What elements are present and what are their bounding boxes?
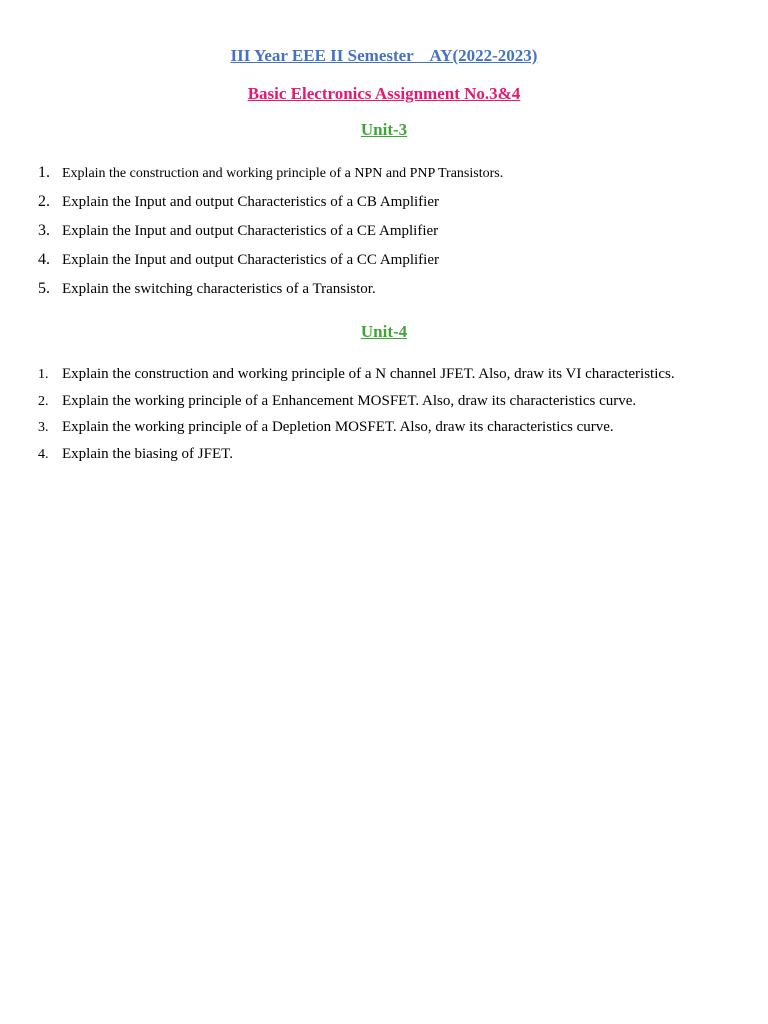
question-number: 5. [38,280,50,297]
question-text: Explain the construction and working principle of a NPN and PNP Transistors. [62,166,504,181]
list-item [38,446,233,463]
question-number: 4. [38,251,50,268]
assignment-title: Basic Electronics Assignment No.3&4 [247,84,521,103]
question-text: Explain the Input and output Characteristics of a CC Amplifier [62,252,439,268]
question-number: 2. [38,193,50,210]
question-number: 1. [38,164,50,181]
question-text: Explain the switching characteristics of a Transistor. [62,281,376,297]
question-number: 4. [38,447,49,462]
question-text: Explain the Input and output Characteristics of a CB Amplifier [62,194,439,210]
list-item [38,251,439,269]
year-semester-heading: III Year EEE II Semester AY(2022-2023) [230,46,538,65]
list-item [38,419,614,436]
question-text: Explain the biasing of JFET. [62,446,233,462]
list-item [38,280,376,298]
list-item [38,222,438,240]
question-number: 1. [38,367,49,382]
list-item [38,164,503,182]
question-text: Explain the Input and output Characteristics of a CE Amplifier [62,223,439,239]
list-item [38,393,636,410]
list-item [38,193,439,211]
question-text: Explain the working principle of a Depletion MOSFET. Also, draw its characteristics curve. [62,419,614,435]
question-text: Explain the working principle of a Enhancement MOSFET. Also, draw its characteristics curve. [62,393,637,409]
question-text: Explain the construction and working principle of a N channel JFET. Also, draw its VI characteristics. [62,366,675,382]
question-number: 3. [38,222,50,239]
list-item [38,366,675,383]
question-number: 2. [38,394,49,409]
question-number: 3. [38,420,49,435]
unit-3-title: Unit-3 [360,120,408,139]
unit-4-title: Unit-4 [360,322,408,341]
